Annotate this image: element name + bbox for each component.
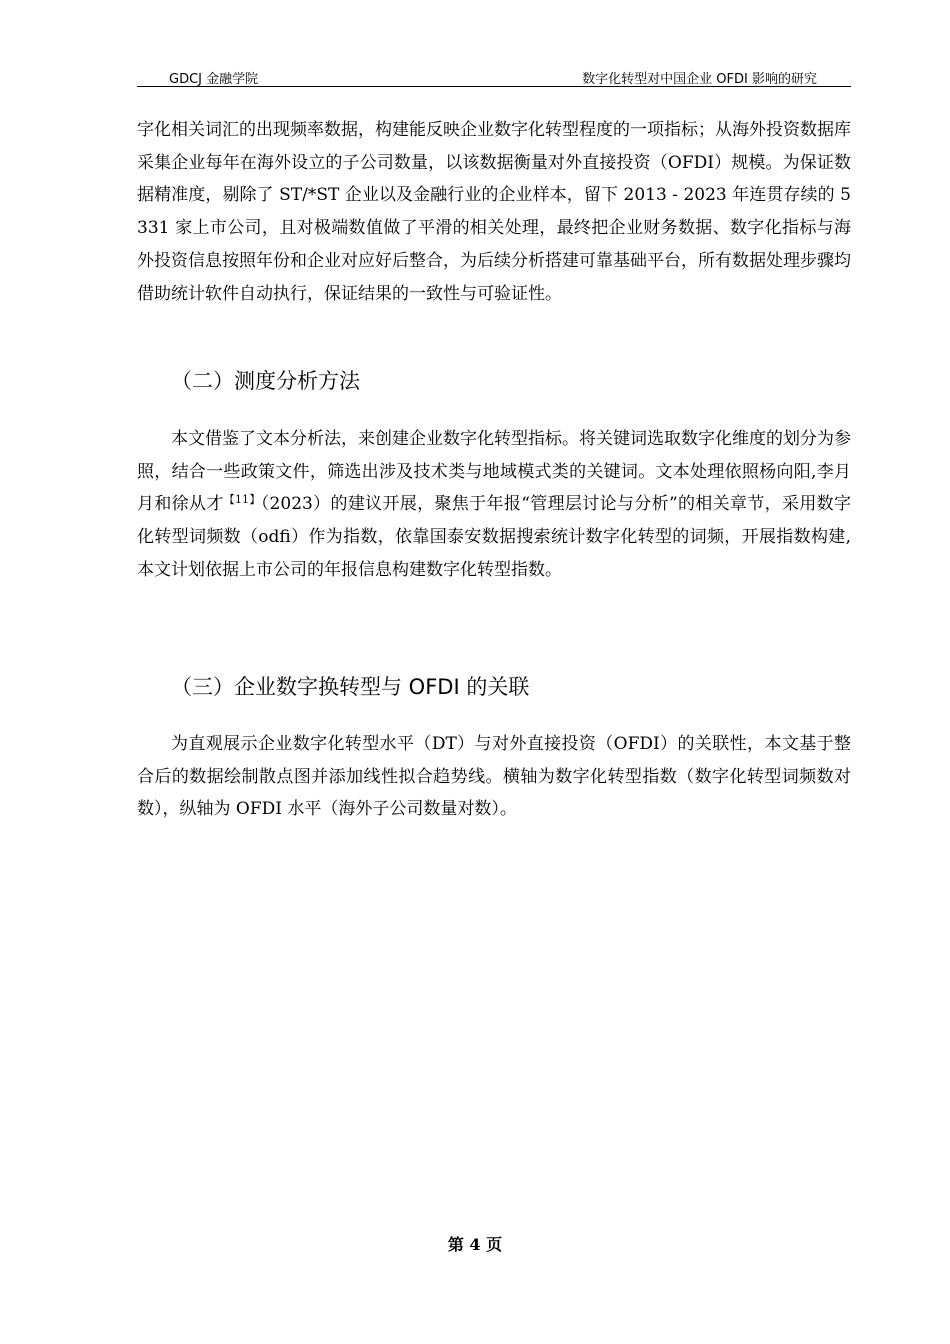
page-header xyxy=(137,66,851,87)
citation-reference[interactable]: 【11】 xyxy=(223,493,261,507)
paragraph-data-processing: 字化相关词汇的出现频率数据，构建能反映企业数字化转型程度的一项指标；从海外投资数据库采集企业每年在海外设立的子公司数量，以该数据衡量对外直接投资（OFDI）规模。为保证数据精准度，剔除了 ST/*ST 企业以及金融行业的企业样本，留下 2013 - 2023 年连贯存续的 5331 家上市公司，且对极端数值做了平滑的相关处理，最终把企业财务数据、数字化指标与海外投资信息按照年份和企业对应好后整合，为后续分析搭建可靠基础平台，所有数据处理步骤均借助统计软件自动执行，保证结果的一致性与可验证性。 xyxy=(137,120,851,304)
section-heading-measurement: （二）测度分析方法 xyxy=(171,369,360,393)
page-number: 第 4 页 xyxy=(447,1235,503,1254)
paragraph-correlation: 为直观展示企业数字化转型水平（DT）与对外直接投资（OFDI）的关联性，本文基于整合后的数据绘制散点图并添加线性拟合趋势线。横轴为数字化转型指数（数字化转型词频数对数），纵轴为 OFDI 水平（海外子公司数量对数）。 xyxy=(137,734,851,820)
paragraph-measurement-method xyxy=(137,423,851,587)
section-heading-correlation: （三）企业数字换转型与 OFDI 的关联 xyxy=(171,675,530,699)
header-institution: GDCJ 金融学院 xyxy=(169,72,259,87)
header-paper-title: 数字化转型对中国企业 OFDI 影响的研究 xyxy=(582,72,817,87)
paragraph-measurement-text-1: 本文借鉴了文本分析法，来创建企业数字化转型指标。将关键词选取数字化维度的划分为参照，结合一些政策文件，筛选出涉及技术类与地域模式类的关键词。文本处理依照杨向阳,李月月和徐从才 xyxy=(137,429,851,515)
paragraph-measurement-text-2: （2023）的建议开展，聚焦于年报“管理层讨论与分析”的相关章节，采用数字化转型词频数（odfi）作为指数，依靠国泰安数据搜索统计数字化转型的词频，开展指数构建,本文计划依据上市公司的年报信息构建数字化转型指数。 xyxy=(137,494,852,580)
